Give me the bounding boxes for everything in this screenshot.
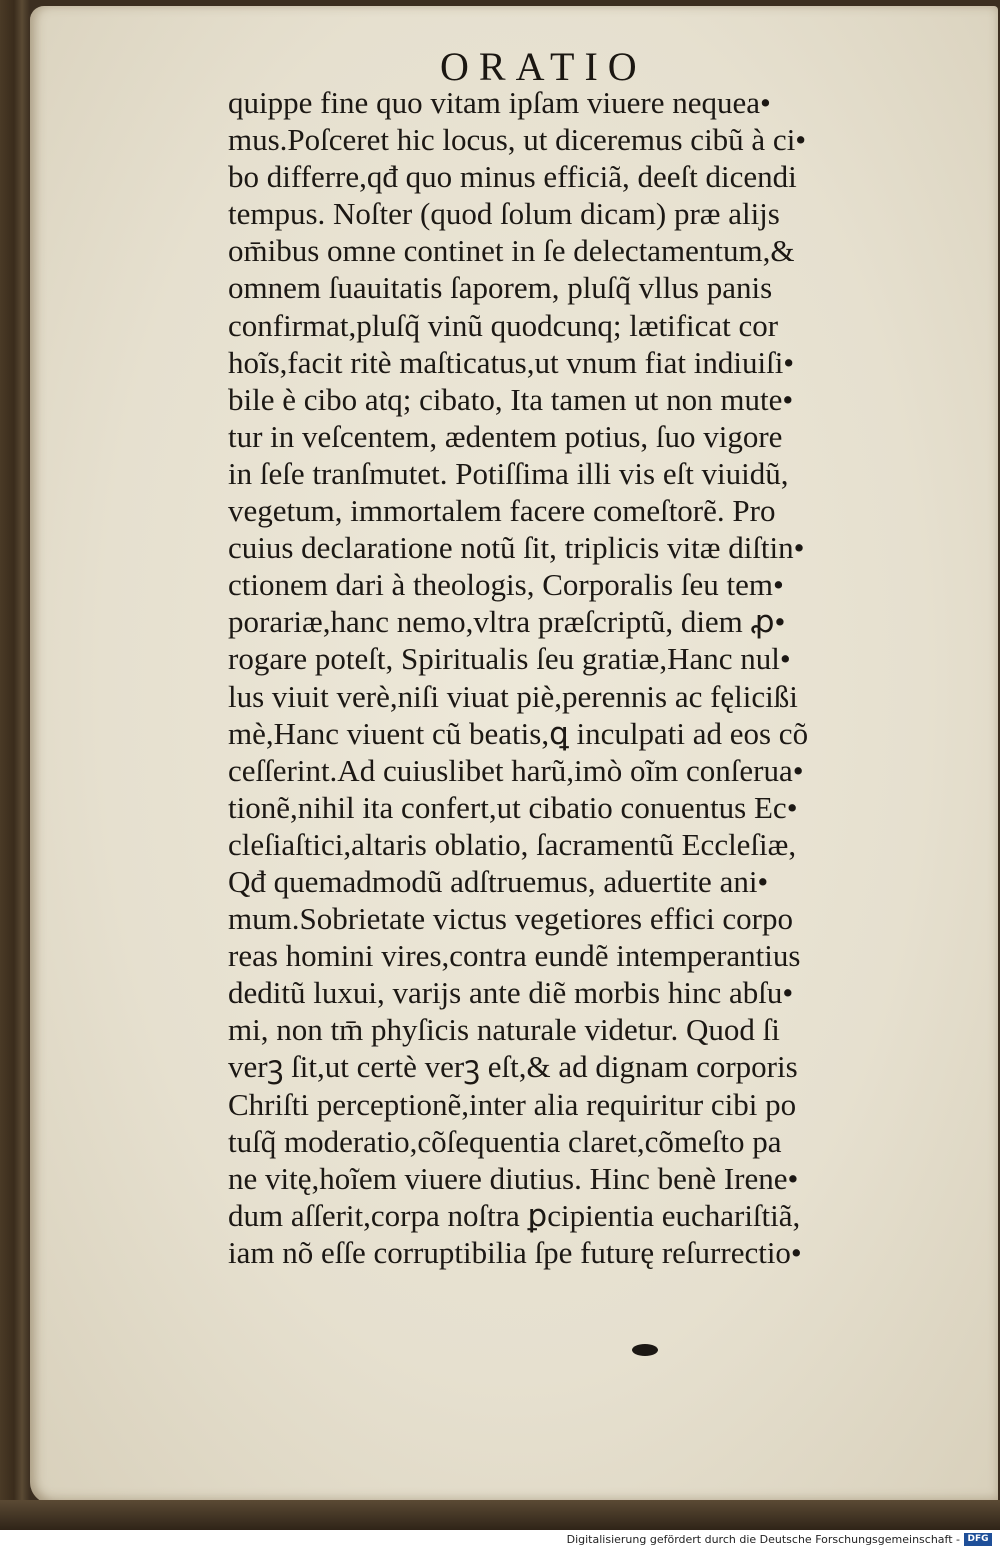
text-line: tuſq̃ moderatio,cõſequentia claret,cõmeſto pa: [228, 1123, 782, 1159]
text-line: Qđ quemadmodũ adſtruemus, aduertite ani•: [228, 863, 769, 899]
text-line: mi, non tm̄ phyſicis naturale videtur. Quod ſi: [228, 1012, 780, 1048]
text-line: vegetum, immortalem facere comeſtorẽ. Pro: [228, 493, 776, 529]
text-line: tur in veſcentem, ædentem potius, ſuo vigore: [228, 418, 783, 454]
text-line: confirmat,pluſq̃ vinũ quodcunq; lætificat cor: [228, 307, 779, 343]
text-line: ceſſerint.Ad cuiuslibet harũ,imò oĩm conſerua•: [228, 752, 804, 788]
dfg-logo: DFG: [964, 1533, 992, 1546]
text-line: ctionem dari à theologis, Corporalis ſeu tem•: [228, 567, 784, 603]
text-line: ne vitę,hoĩem viuere diutius. Hinc benè Irene•: [228, 1160, 799, 1196]
text-line: Chriſti perceptionẽ,inter alia requiritur cibi po: [228, 1086, 797, 1122]
catchword-ornament-icon: [632, 1344, 658, 1356]
text-line: tionẽ,nihil ita confert,ut cibatio conuentus Ec•: [228, 789, 798, 825]
text-line: mum.Sobrietate victus vegetiores effici corpo: [228, 901, 794, 937]
text-line: hoĩs,facit ritè maſticatus,ut vnum fiat indiuiſi•: [228, 344, 795, 380]
text-line: dum aſſerit,corpa noſtra ꝑcipientia euchariſtiã,: [228, 1197, 801, 1233]
text-line: mus.Poſceret hic locus, ut diceremus cibũ à ci•: [228, 122, 807, 158]
text-line: om̄ibus omne continet in ſe delectamentum,&: [228, 233, 795, 269]
text-block: [228, 84, 928, 1271]
text-line: lus viuit verè,niſi viuat piè,perennis ac fęlicißi: [228, 678, 798, 714]
page-bottom-edge: [0, 1500, 1000, 1530]
text-line: omnem ſuauitatis ſaporem, pluſq̃ vllus panis: [228, 270, 773, 306]
text-line: reas homini vires,contra eundẽ intemperantius: [228, 938, 801, 974]
text-line: tempus. Noſter (quod ſolum dicam) præ alĳs: [228, 196, 780, 232]
text-line: cleſiaſtici,altaris oblatio, ſacramentũ Eccleſiæ,: [228, 826, 797, 862]
text-line: iam nõ eſſe corruptibilia ſpe futurę reſurrectio•: [228, 1234, 802, 1270]
text-line: verꝫ ſit,ut certè verꝫ eſt,& ad dignam corporis: [228, 1049, 798, 1085]
text-line: bo differre,qđ quo minus efficiã, deeſt dicendi: [228, 159, 797, 195]
text-line: rogare poteſt, Spiritualis ſeu gratiæ,Hanc nul•: [228, 641, 791, 677]
text-line: quippe fine quo vitam ipſam viuere nequea•: [228, 85, 771, 120]
text-line: cuius declaratione notũ ſit, triplicis vitæ diſtin•: [228, 530, 805, 566]
digitization-credit: Digitalisierung gefördert durch die Deutsche Forschungsgemeinschaft -: [566, 1533, 960, 1546]
text-line: in ſeſe tranſmutet. Potiſſima illi vis eſt viuidũ,: [228, 455, 789, 491]
text-line: mè,Hanc viuent cũ beatis,ꝗ inculpati ad eos cõ: [228, 715, 809, 751]
text-line: deditũ luxui, varĳs ante diẽ morbis hinc abſu•: [228, 975, 794, 1011]
running-head: ORATIO: [440, 44, 647, 89]
text-line: bile è cibo atq; cibato, Ita tamen ut non mute•: [228, 381, 794, 417]
text-line: porariæ,hanc nemo,vltra præſcriptũ, diem ꝓ•: [228, 604, 786, 640]
